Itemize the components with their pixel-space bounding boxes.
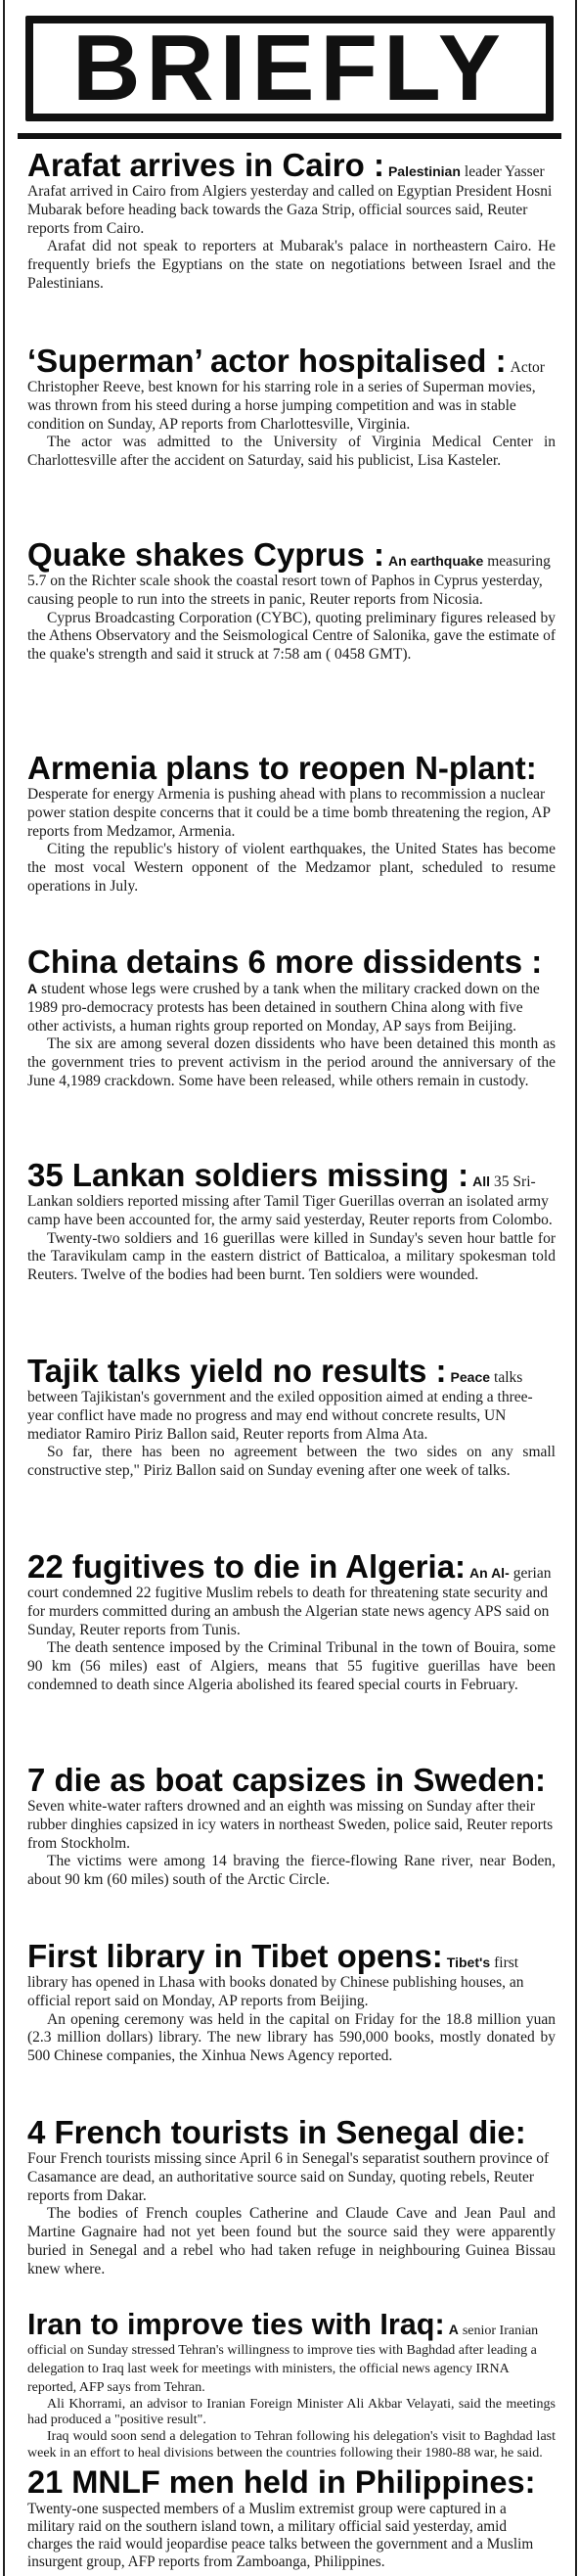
headline: 7 die as boat capsizes in Sweden: <box>27 1762 547 1798</box>
body-paragraph: The actor was admitted to the University of Virginia Medical Center in Charlottesville after the accident on Saturday, said his publicist, Lisa Kasteler. <box>27 434 556 470</box>
story-tajik-talks <box>27 1353 556 1546</box>
headline: 4 French tourists in Senegal die: <box>27 2114 526 2150</box>
lead-text: Actor Christopher Reeve, best known for his starring role in a series of Superman movies, was thrown from his steed during a horse jumping competition and was in stable condition on Sunday, AP reports from Charlottesville, Virginia. <box>27 359 545 433</box>
story-superman <box>27 343 556 534</box>
kicker: A <box>27 981 38 996</box>
headline: Tajik talks yield no results : <box>27 1353 447 1389</box>
story-sweden-boat <box>27 1762 556 1936</box>
kicker: Peace <box>450 1369 491 1385</box>
body-paragraph: The victims were among 14 braving the fierce-flowing Rane river, near Boden, about 90 km (60 miles) south of the Arctic Circle. <box>27 1853 556 1889</box>
headline: Arafat arrives in Cairo : <box>27 147 384 183</box>
headline: Iran to improve ties with Iraq: <box>27 2308 445 2341</box>
body-paragraph: Citing the republic's history of violent earthquakes, the United States has become the most vocal Western opponent of the Medzamor plant, scheduled to resume operations in July. <box>27 841 556 895</box>
story-algeria <box>27 1548 556 1760</box>
story-cyprus-quake <box>27 536 556 748</box>
story-armenia <box>27 750 556 942</box>
body-paragraph: The bodies of French couples Catherine and Claude Cave and Jean Paul and Martine Gagnaire had not yet been found but the source said they were apparently buried in Senegal and a rebel who had taken refuge in neighbouring Guinea Bissau knew where. <box>27 2205 556 2277</box>
headline: 21 MNLF men held in Philippines: <box>27 2464 536 2500</box>
headline: Quake shakes Cyprus : <box>27 536 384 573</box>
lead-text: Four French tourists missing since April 6 in Senegal's separatist southern province of Casamance are dead, an authoritative source said on Sunday, quoting rebels, Reuter reports from Dakar. <box>27 2150 550 2204</box>
body-paragraph: So far, there has been no agreement between the two sides on any small constructive step," Piriz Ballon said on Sunday evening after one week of talks. <box>27 1444 556 1480</box>
headline: 22 fugitives to die in Algeria: <box>27 1548 467 1585</box>
body-paragraph: The death sentence imposed by the Criminal Tribunal in the town of Bouira, some 90 km (56 miles) east of Algiers, means that 55 fugitive guerillas have been condemned to death since Algeria abolished its feared special courts in February. <box>27 1639 556 1693</box>
story-tibet-library <box>27 1938 556 2112</box>
headline: Armenia plans to reopen N-plant: <box>27 750 537 786</box>
story-iran-iraq <box>27 2308 556 2462</box>
section-masthead: BRIEFLY <box>25 16 554 121</box>
lead-text: leader Yasser Arafat arrived in Cairo from Algiers yesterday and called on Egyptian President Hosni Mubarak before heading back towards the Gaza Strip, official sources said, Reuter reports from Cairo. <box>27 163 553 237</box>
lead-text: first library has opened in Lhasa with books donated by Chinese publishing houses, an official report said on Monday, AP reports from Beijing. <box>27 1955 524 2009</box>
story-senegal-tourists <box>27 2114 556 2306</box>
lead-text: Desperate for energy Armenia is pushing ahead with plans to recommission a nuclear power station despite concerns that it could be a time bomb threatening the region, AP reports from Medzamor, Armenia. <box>27 786 551 840</box>
lead-text: talks between Tajikistan's government and the exiled opposition aimed at ending a three-year conflict have made no progress and may end without concrete results, UN mediator Ramiro Piriz Ballon said, Reuter reports from Alma Ata. <box>27 1369 533 1443</box>
lead-text: student whose legs were crushed by a tank when the military cracked down on the 1989 pro-democracy protests has been detained in southern China along with five other activists, a human rights group reported on Monday, AP says from Beijing. <box>27 981 540 1035</box>
lead-text: 35 Sri-Lankan soldiers reported missing after Tamil Tiger Guerillas overran an isolated army camp have been accounted for, the army said yesterday, Reuter reports from Colombo. <box>27 1173 553 1228</box>
kicker: A <box>448 2322 459 2337</box>
body-paragraph: Cyprus Broadcasting Corporation (CYBC), quoting preliminary figures released by the Athens Observatory and the Seismological Centre of Salonika, gave the estimate of the quake's strength and said it struck at 7:58 am ( 0458 GMT). <box>27 609 556 664</box>
kicker: An Al- <box>469 1565 510 1581</box>
headline: 35 Lankan soldiers missing : <box>27 1157 469 1193</box>
headline: China detains 6 more dissidents : <box>27 943 543 980</box>
kicker: Tibet's <box>446 1955 491 1970</box>
kicker: Palestinian <box>387 163 461 179</box>
story-arafat <box>27 147 556 341</box>
story-china-dissidents <box>27 943 556 1155</box>
lead-text: Seven white-water rafters drowned and an eighth was missing on Sunday after their rubber dinghies capsized in icy waters in northeast Sweden, police said, Reuter reports from Stockholm. <box>27 1798 554 1852</box>
story-lankan-soldiers <box>27 1157 556 1351</box>
body-paragraph: An opening ceremony was held in the capital on Friday for the 18.8 million yuan (2.3 million dollars) library. The new library has 590,000 books, mostly donated by 500 Chinese companies, the Xinhua News Agency reported. <box>27 2010 556 2065</box>
body-paragraph: The six are among several dozen dissidents who have been detained this month as the government tries to prevent activism in the period around the anniversary of the June 4,1989 crackdown. Some have been released, while others remain in custody. <box>27 1035 556 1089</box>
kicker: An earthquake <box>388 553 484 569</box>
lead-text: senior Iranian official on Sunday stressed Tehran's willingness to improve ties with Baghdad after leading a delegation to Iraq last week for meetings with ministers, the official news agency IRNA reported, AFP says from Tehran. <box>27 2323 539 2395</box>
left-column-rule <box>3 0 5 2576</box>
body-paragraph: Twenty-two soldiers and 16 guerillas were killed in Sunday's seven hour battle for the Taravikulam camp in the eastern district of Batticaloa, a military spokesman told Reuters. Twelve of the bodies had been burnt. Ten soldiers were wounded. <box>27 1229 556 1284</box>
body-paragraph: Iraq would soon send a delegation to Tehran following his delegation's visit to Baghdad last week in an effort to heal divisions between the countries following their 1980-88 war, he said. <box>27 2429 556 2461</box>
right-column-rule <box>575 0 577 2576</box>
headline: ‘Superman’ actor hospitalised : <box>27 343 507 379</box>
lead-text: Twenty-one suspected members of a Muslim extremist group were captured in a military raid on the southern island town, a military official said yesterday, amid charges the raid would jeopardise peace talks between the government and a Muslim insurgent group, AFP reports from Zamboanga, Philippines. <box>27 2500 534 2571</box>
lead-text: measuring 5.7 on the Richter scale shook the coastal resort town of Paphos in Cyprus yesterday, causing people to run into the streets in panic, Reuter reports from Nicosia. <box>27 553 551 608</box>
headline: First library in Tibet opens: <box>27 1938 443 1974</box>
story-mnlf-philippines <box>27 2464 556 2572</box>
kicker: All <box>472 1173 491 1189</box>
masthead-rule <box>18 133 561 139</box>
body-paragraph: Arafat did not speak to reporters at Mubarak's palace in northeastern Cairo. He frequently briefs the Egyptians on the state on negotiations between Israel and the Palestinians. <box>27 238 556 292</box>
lead-text: gerian court condemned 22 fugitive Muslim rebels to death for threatening state security and for murders committed during an ambush the Algerian state news agency APS said on Sunday, Reuter reports from Tunis. <box>27 1565 552 1638</box>
body-paragraph: Ali Khorrami, an advisor to Iranian Foreign Minister Ali Akbar Velayati, said the meetings had produced a "positive result". <box>27 2396 556 2428</box>
